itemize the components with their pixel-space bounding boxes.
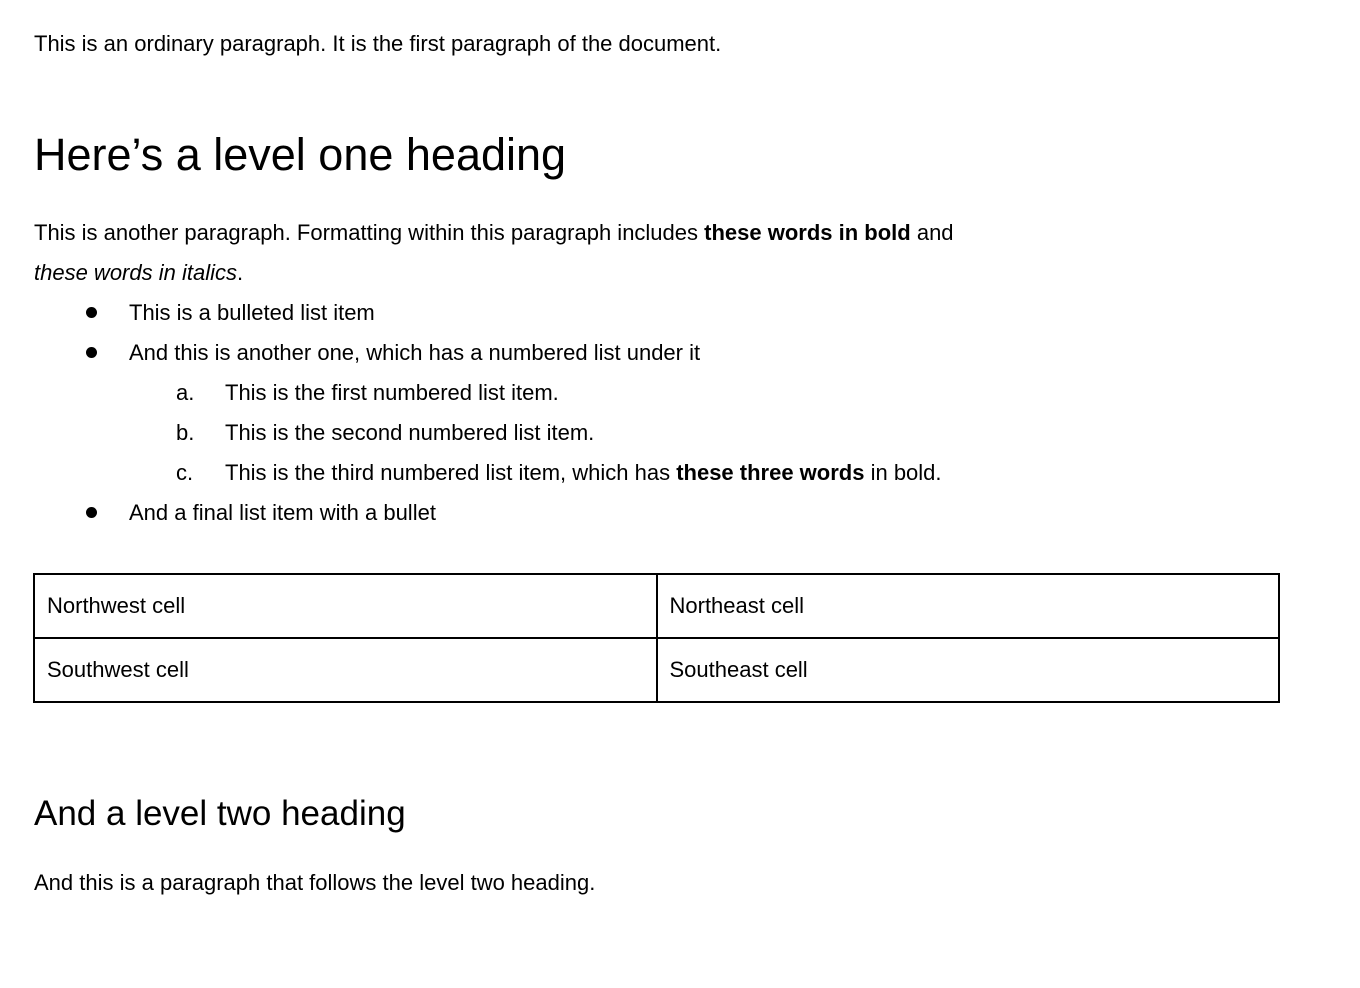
bullet-list-item: [34, 293, 1281, 333]
first-paragraph: This is an ordinary paragraph. It is the first paragraph of the document.: [34, 31, 722, 56]
numbered-list-marker: a.: [176, 380, 195, 405]
bullet-list-item-text: This is a bulleted list item: [129, 300, 375, 325]
text-run: .: [236, 260, 244, 285]
text-run: these words in bold: [704, 220, 911, 245]
text-run: This is the first numbered list item.: [225, 380, 559, 405]
text-run: these words in italics: [34, 260, 237, 285]
two-by-two-table: [33, 573, 1280, 703]
numbered-list-marker: b.: [176, 420, 195, 445]
bullet-list-item: [34, 333, 1281, 373]
formatted-paragraph: [34, 213, 1281, 293]
level-one-heading: Here’s a level one heading: [34, 129, 567, 180]
numbered-list-item-text: [225, 420, 594, 445]
table-row: [34, 574, 1279, 638]
bullet-list-item: [34, 493, 1281, 533]
text-run: This is the second numbered list item.: [225, 420, 595, 445]
table-cell-southeast: Southeast cell: [657, 638, 1280, 702]
table-cell-northwest: Northwest cell: [34, 574, 657, 638]
formatted-paragraph-line-1: [34, 213, 1281, 253]
bullet-list-item-text: And this is another one, which has a numbered list under it: [129, 340, 701, 365]
numbered-list-item-text: [225, 380, 559, 405]
document-lists: [34, 293, 1281, 533]
numbered-list-item-text: [225, 460, 942, 485]
formatted-paragraph-line-2: [34, 253, 1281, 293]
table-row: [34, 638, 1279, 702]
text-run: in bold.: [864, 460, 942, 485]
bullet-icon: [86, 507, 97, 518]
numbered-list-marker: c.: [176, 460, 194, 485]
table-cell-northeast: Northeast cell: [657, 574, 1280, 638]
numbered-list-item: [34, 453, 1281, 493]
bullet-icon: [86, 347, 97, 358]
numbered-list-item: [34, 413, 1281, 453]
bullet-list-item-text: And a final list item with a bullet: [129, 500, 436, 525]
closing-paragraph: And this is a paragraph that follows the level two heading.: [34, 870, 596, 895]
table-cell-southwest: Southwest cell: [34, 638, 657, 702]
text-run: This is another paragraph. Formatting within this paragraph includes: [34, 220, 705, 245]
text-run: This is the third numbered list item, which has: [225, 460, 677, 485]
text-run: these three words: [676, 460, 865, 485]
bullet-icon: [86, 307, 97, 318]
text-run: and: [910, 220, 954, 245]
numbered-list-item: [34, 373, 1281, 413]
level-two-heading: And a level two heading: [34, 794, 406, 833]
